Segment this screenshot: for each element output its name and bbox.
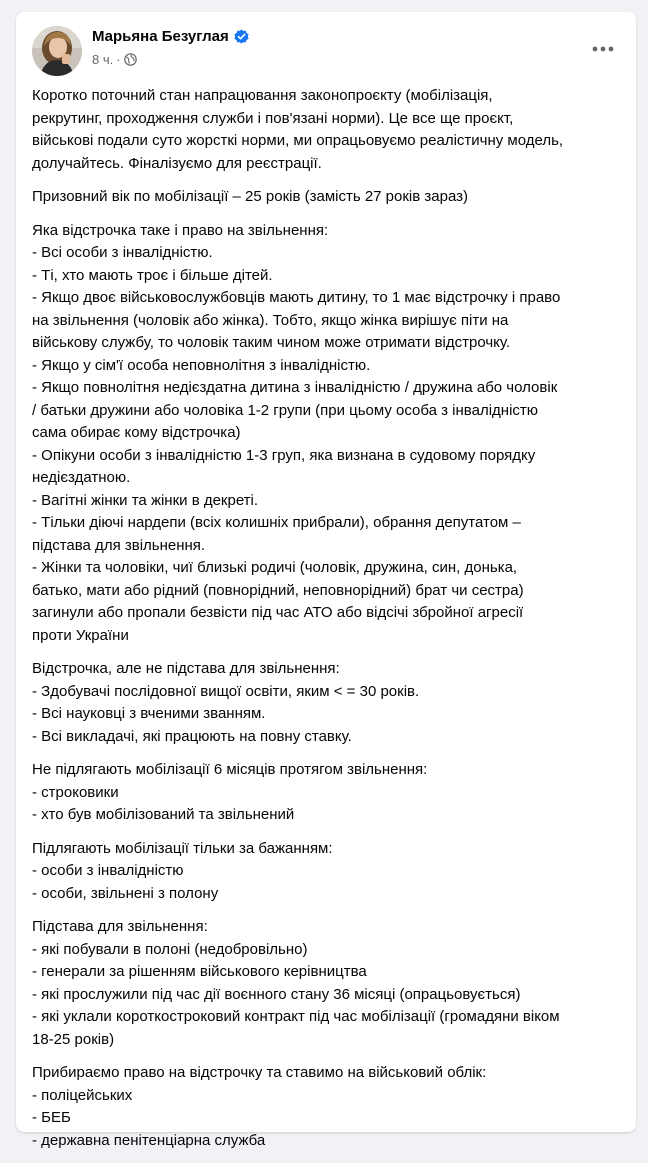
post-text-line: 18-25 років) bbox=[32, 1030, 115, 1048]
post-text-line: Відстрочка, але не підстава для звільнення: bbox=[32, 660, 340, 677]
post-text-line: Яка відстрочка таке і право на звільнення: bbox=[32, 221, 329, 239]
avatar-photo bbox=[32, 26, 82, 76]
post-text-line: військову службу, то чоловік таким чином може отримати відстрочку. bbox=[32, 334, 511, 351]
post-card bbox=[16, 12, 636, 1149]
post-text-line: Підстава для звільнення: bbox=[32, 918, 208, 935]
post-meta bbox=[92, 52, 137, 67]
post-text-line: недієздатною. bbox=[32, 469, 131, 486]
post-text-line: загинули або пропали безвісти під час АТО або відсічі збройної агресії bbox=[32, 604, 524, 621]
post-text-line: - Вагітні жінки та жінки в декреті. bbox=[32, 491, 259, 509]
post-text-line: - Ті, хто мають троє і більше дітей. bbox=[32, 266, 273, 284]
post-paragraph bbox=[32, 916, 624, 1051]
globe-icon[interactable] bbox=[124, 53, 137, 66]
post-text-line: - БЕБ bbox=[32, 1109, 71, 1126]
post-text-line: - особи, звільнені з полону bbox=[32, 884, 219, 902]
post-text-line: - які побували в полоні (недобровільно) bbox=[32, 940, 308, 958]
meta-separator: · bbox=[116, 52, 121, 67]
post-text-line: рекрутинг, проходження служби і пов'язані норми). Це все ще проєкт, bbox=[32, 109, 514, 127]
post-text-line: - Якщо у сім'ї особа неповнолітня з інвалідністю. bbox=[32, 356, 371, 374]
post-paragraph bbox=[32, 658, 624, 748]
post-text-line: батько, мати або рідний (повнорідний, неповнорідний) брат чи сестра) bbox=[32, 581, 524, 599]
post-paragraph bbox=[32, 85, 624, 175]
post-text-line: Підлягають мобілізації тільки за бажанням: bbox=[32, 839, 333, 857]
post-text-line: проти України bbox=[32, 626, 129, 644]
post-text-line: - державна пенітенціарна служба bbox=[32, 1131, 266, 1149]
post-text-line: - Всі особи з інвалідністю. bbox=[32, 244, 213, 261]
post-text-line: - поліцейських bbox=[32, 1086, 133, 1104]
post-text-line: - Тільки діючі нардепи (всіх колишніх прибрали), обрання депутатом – bbox=[32, 514, 521, 531]
author-name[interactable]: Марьяна Безуглая bbox=[92, 28, 229, 45]
post-text-line: - строковики bbox=[32, 783, 119, 801]
post-text-line: Коротко поточний стан напрацювання законопроєкту (мобілізація, bbox=[32, 87, 493, 104]
post-text-line: - Якщо повнолітня недієздатна дитина з інвалідністю / дружина або чоловік bbox=[32, 379, 558, 396]
post-text-line: - Всі науковці з вченими званням. bbox=[32, 705, 266, 722]
post-text-line: - Якщо двоє військовослужбовців мають дитину, то 1 має відстрочку і право bbox=[32, 289, 561, 306]
post-text-line: підстава для звільнення. bbox=[32, 536, 206, 554]
post-header bbox=[32, 26, 620, 78]
post-text-line: - Всі викладачі, які працюють на повну ставку. bbox=[32, 727, 352, 745]
post-text-line: - особи з інвалідністю bbox=[32, 862, 184, 879]
post-text-line: - які уклали короткостроковий контракт під час мобілізації (громадяни віком bbox=[32, 1008, 560, 1025]
post-text-line: - які прослужили під час дії воєнного стану 36 місяці (опрацьовується) bbox=[32, 985, 521, 1003]
post-paragraph bbox=[32, 759, 624, 827]
post-text-line: - хто був мобілізований та звільнений bbox=[32, 806, 295, 823]
avatar[interactable] bbox=[32, 26, 82, 76]
post-text-line: - генерали за рішенням військового керівництва bbox=[32, 963, 367, 980]
post-text-line: Не підлягають мобілізації 6 місяців протягом звільнення: bbox=[32, 761, 428, 778]
post-text-line: долучайтесь. Фіналізуємо для реєстрації. bbox=[32, 154, 322, 172]
post-text-line: - Жінки та чоловіки, чиї близькі родичі (чоловік, дружина, син, донька, bbox=[32, 559, 518, 576]
post-text-line: на звільнення (чоловік або жінка). Тобто, якщо жінка вирішує піти на bbox=[32, 311, 509, 329]
post-text-line: - Здобувачі послідовної вищої освіти, яким < = 30 років. bbox=[32, 682, 420, 700]
post-text-line: військові подали суто жорсткі норми, ми опрацьовуємо реалістичну модель, bbox=[32, 132, 564, 149]
post-paragraph bbox=[32, 1062, 624, 1152]
post-text bbox=[32, 85, 624, 1163]
post-timestamp[interactable]: 8 ч. bbox=[92, 52, 114, 67]
post-paragraph bbox=[32, 838, 624, 906]
verified-badge-icon bbox=[234, 29, 249, 44]
post-paragraph bbox=[32, 220, 624, 648]
post-text-line: Прибираємо право на відстрочку та ставимо на військовий облік: bbox=[32, 1064, 487, 1081]
author-row bbox=[92, 28, 249, 45]
more-options-icon[interactable] bbox=[586, 32, 620, 66]
post-text-line: сама обирає кому відстрочка) bbox=[32, 424, 241, 441]
post-paragraph bbox=[32, 186, 624, 209]
post-text-line: Призовний вік по мобілізації – 25 років (замість 27 років зараз) bbox=[32, 188, 469, 205]
post-text-line: / батьки дружини або чоловіка 1-2 групи (при цьому особа з інвалідністю bbox=[32, 401, 539, 419]
post-text-line: - Опікуни особи з інвалідністю 1-3 груп, яка визнана в судовому порядку bbox=[32, 446, 536, 464]
